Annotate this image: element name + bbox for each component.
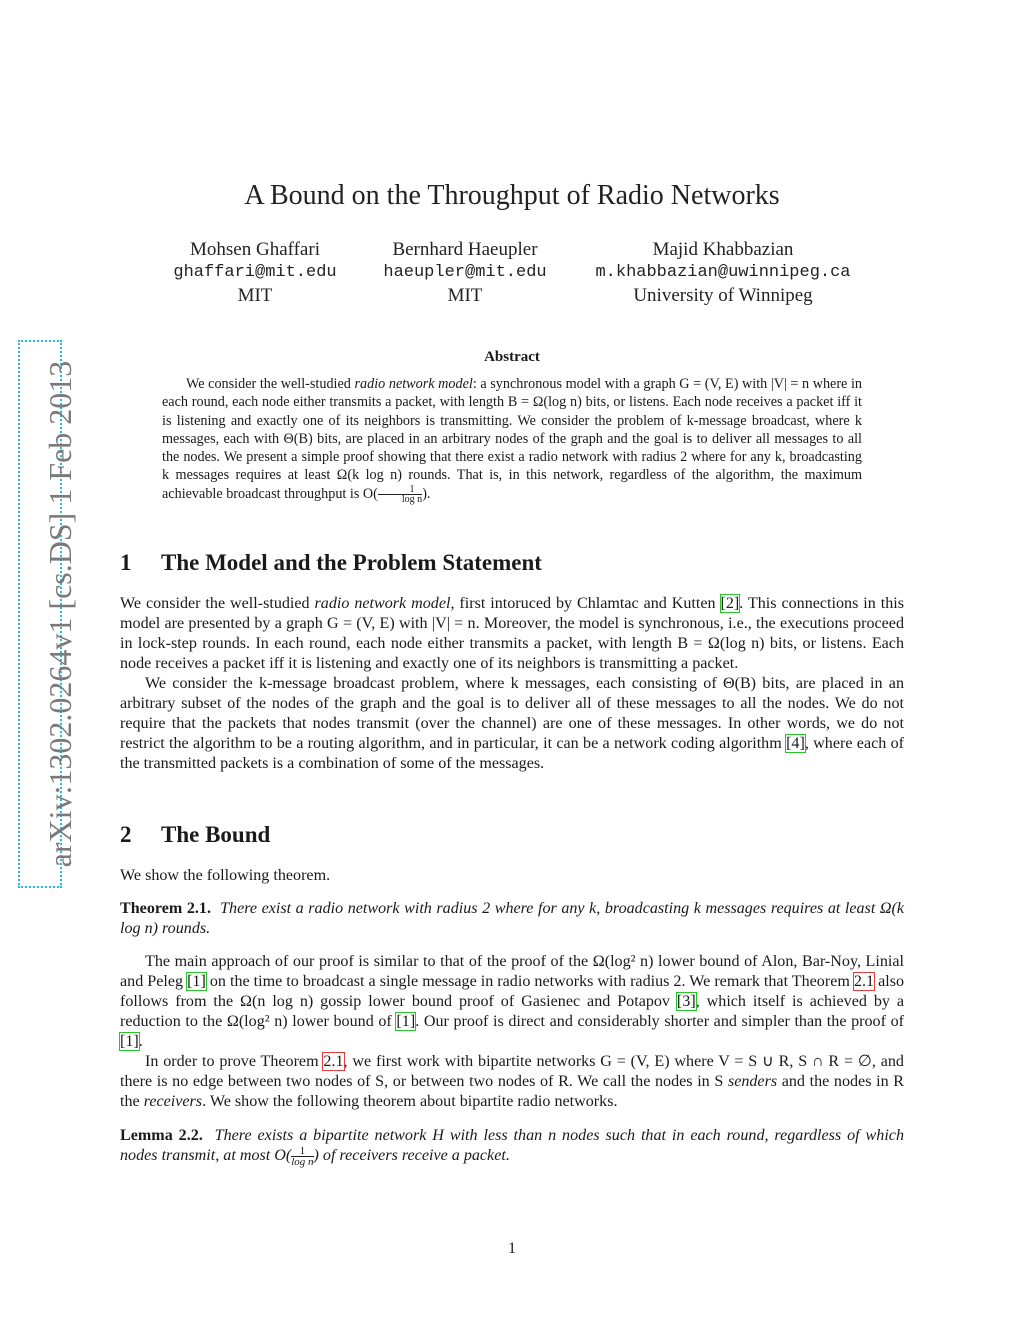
theorem-reference-link[interactable]: 2.1 bbox=[853, 973, 875, 990]
author-email[interactable]: ghaffari@mit.edu bbox=[173, 263, 337, 282]
section-2-body bbox=[120, 952, 904, 1112]
theorem-2-1: Theorem 2.1. There exist a radio network with radius 2 where for any k, broadcasting k messages requires at least Ω(k log n) rounds. bbox=[120, 900, 904, 937]
section-1-body bbox=[120, 594, 904, 774]
author-name: Majid Khabbazian bbox=[652, 239, 794, 260]
paragraph: We consider the well-studied radio network model, first intoruced by Chlamtac and Kutten [2]. This connections in this model are presented by a graph G = (V, E) with |V| = n. Moreover, the model is synchronous, i.e., the executions proceed in lock-step rounds. In each round, each node either transmits a packet, with length B = Ω(log n) bits, or listens. Each node receives a packet iff it is listening and exactly one of its neighbors is transmitting a packet. bbox=[120, 595, 904, 672]
paragraph: The main approach of our proof is similar to that of the proof of the Ω(log² n) lower bound of Alon, Bar-Noy, Linial and Peleg [1] on the time to broadcast a single message in radio networks with radius 2. We remark that Theorem 2.1 also follows from the Ω(n log n) gossip lower bound proof of Gasienec and Potapov [3], which itself is achieved by a reduction to the Ω(log² n) lower bound of [1]. Our proof is direct and considerably shorter and simpler than the proof of [1]. bbox=[120, 953, 905, 1050]
section-1-heading: 1 The Model and the Problem Statement bbox=[120, 550, 542, 575]
author-3 bbox=[585, 238, 861, 307]
paragraph: In order to prove Theorem 2.1, we first work with bipartite networks G = (V, E) where V = S ∪ R, S ∩ R = ∅, and there is no edge between two nodes of S, or between two nodes of R. We call the nodes in S senders and the nodes in R the receivers. We show the following theorem about bipartite radio networks. bbox=[120, 1053, 904, 1110]
author-1 bbox=[155, 238, 355, 307]
author-email[interactable]: m.khabbazian@uwinnipeg.ca bbox=[595, 263, 851, 282]
citation-link[interactable]: [1] bbox=[396, 1013, 416, 1030]
author-name: Mohsen Ghaffari bbox=[190, 239, 320, 260]
section-2-intro: We show the following theorem. bbox=[120, 867, 331, 884]
theorem-reference-link[interactable]: 2.1 bbox=[323, 1053, 344, 1070]
citation-link[interactable]: [3] bbox=[676, 993, 696, 1010]
author-affiliation: University of Winnipeg bbox=[633, 285, 813, 306]
citation-link[interactable]: [2] bbox=[720, 595, 740, 612]
citation-link[interactable]: [4] bbox=[786, 735, 805, 752]
abstract-heading: Abstract bbox=[484, 349, 540, 365]
citation-link[interactable]: [1] bbox=[120, 1033, 139, 1050]
arxiv-identifier[interactable]: arXiv:1302.0264v1 [cs.DS] 1 Feb 2013 bbox=[42, 360, 78, 868]
author-2 bbox=[365, 238, 565, 307]
author-affiliation: MIT bbox=[237, 285, 273, 306]
lemma-2-2: Lemma 2.2. There exists a bipartite network H with less than n nodes such that in each round, regardless of which nodes transmit, at most O( $\frac{1}{\text{log n}}$ ) of receivers receive a packet. bbox=[120, 1127, 904, 1168]
abstract-body: We consider the well-studied radio network model: a synchronous model with a graph G = (V, E) with |V| = n where in each round, each node either transmits a packet, with length B = Ω(log n) bits, or listens. Each node receives a packet iff it is listening and exactly one of its neighbors is transmitting. We consider the problem of k-message broadcast, where k messages, each with Θ(B) bits, are placed in an arbitrary nodes of the graph and the goal is to deliver all messages to all the nodes. We present a simple proof showing that there exist a radio network with radius 2 where for any k, broadcasting k messages requires at least Ω(k log n) rounds. That is, in this network, regardless of the algorithm, the maximum achievable broadcast throughput is O( $\frac{1}{\text{log n}}$ ). bbox=[162, 376, 862, 506]
section-2-heading: 2 The Bound bbox=[120, 822, 271, 847]
author-affiliation: MIT bbox=[447, 285, 483, 306]
paper-title: A Bound on the Throughput of Radio Networks bbox=[244, 180, 780, 211]
paragraph: We consider the k-message broadcast problem, where k messages, each consisting of Θ(B) bits, are placed in an arbitrary subset of the nodes of the graph and the goal is to deliver all of these messages to all the nodes. We do not require that the packets that nodes transmit (over the channel) are one of these messages. In other words, we do not restrict the algorithm to be a routing algorithm, and in particular, it can be a network coding algorithm [4], where each of the transmitted packets is a combination of some of the messages. bbox=[120, 675, 904, 772]
citation-link[interactable]: [1] bbox=[187, 973, 206, 990]
author-email[interactable]: haeupler@mit.edu bbox=[383, 263, 547, 282]
page-number: 1 bbox=[508, 1240, 516, 1257]
author-name: Bernhard Haeupler bbox=[392, 239, 538, 260]
